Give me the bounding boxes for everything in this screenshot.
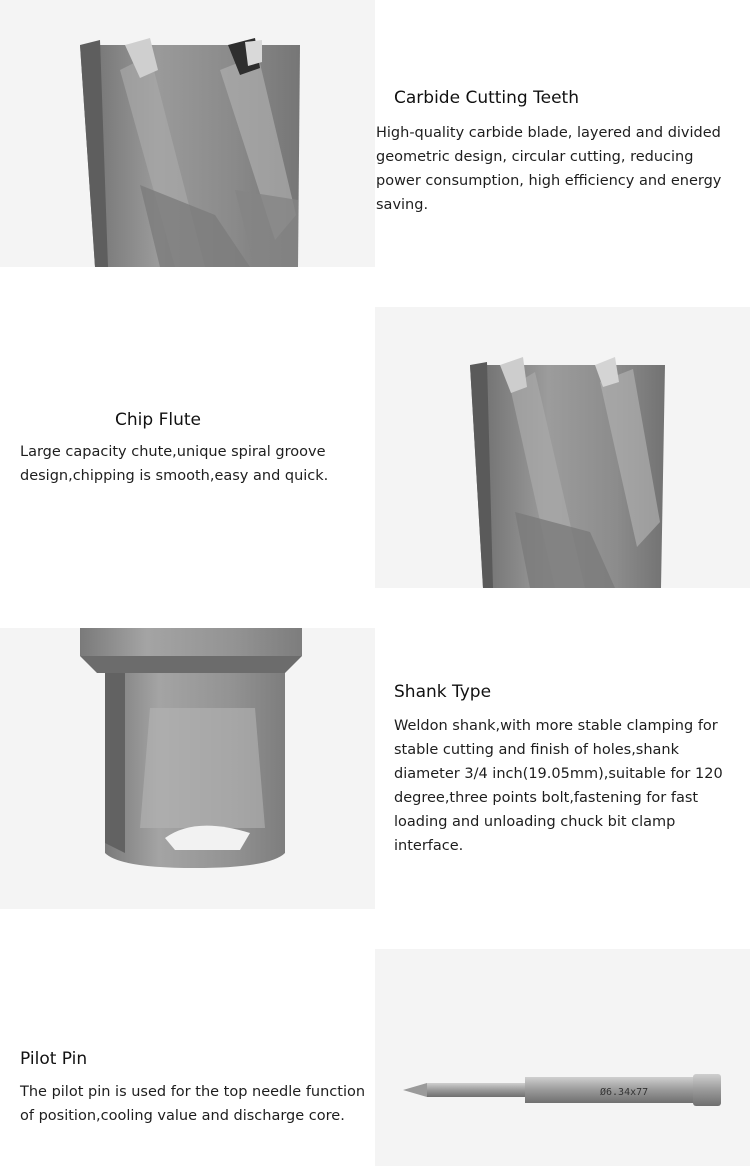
pilot-pin-image (375, 949, 750, 1166)
section-description: Large capacity chute,unique spiral groove design,chipping is smooth,easy and quick. (20, 444, 329, 484)
chip-flute-image (375, 307, 750, 588)
section-title: Chip Flute (115, 410, 201, 430)
weldon-shank-image (0, 628, 375, 909)
section-title: Shank Type (394, 682, 492, 702)
section-title: Carbide Cutting Teeth (394, 88, 579, 108)
carbide-teeth-image (0, 0, 375, 267)
section-description: High-quality carbide blade, layered and divided geometric design, circular cutting, reducing power consumption, high efficiency and energy saving. (376, 125, 722, 213)
section-description: The pilot pin is used for the top needle function of position,cooling value and discharge core. (20, 1084, 366, 1124)
pin-marking: Ø6.34x77 (600, 1087, 649, 1098)
section-title: Pilot Pin (20, 1049, 88, 1069)
section-description: Weldon shank,with more stable clamping for stable cutting and finish of holes,shank diameter 3/4 inch(19.05mm),suitable for 120 degree,three points bolt,fastening for fast loading and unloading chuck bit clamp interface. (394, 718, 723, 854)
